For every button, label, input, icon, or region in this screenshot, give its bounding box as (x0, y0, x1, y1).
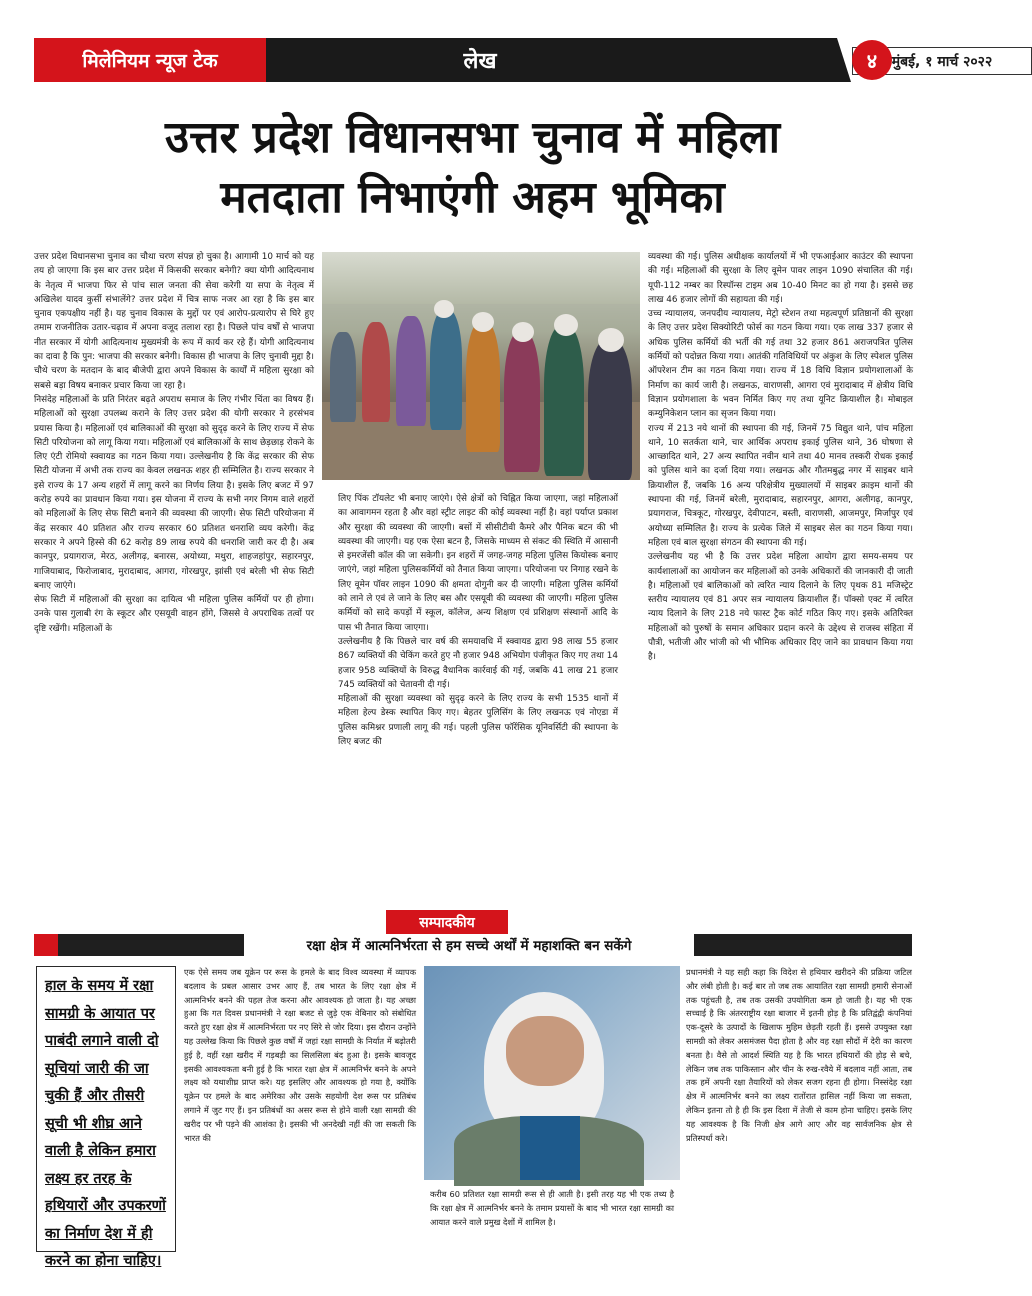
editorial-pull-quote (36, 966, 176, 1269)
masthead-bar (266, 38, 993, 82)
article-column-3 (648, 250, 913, 912)
editorial-paragraph: एक ऐसे समय जब यूक्रेन पर रूस के हमले के बाद विश्व व्यवस्था में व्यापक बदलाव के प्रबल आसार उभर आए हैं, तब भारत के लिए रक्षा क्षेत्र में आत्मनिर्भर बनने की पहल तेज करना और आवश्यक हो जाता है। यह अच्छा हुआ कि गत दिवस प्रधानमंत्री ने रक्षा बजट से जुड़े एक वेबिनार को संबोधित करते हुए रक्षा क्षेत्र में आत्मनिर्भरता पर नए सिरे से जोर दिया। इस दौरान उन्होंने यह उल्लेख किया कि पिछले कुछ वर्षों में जहां रक्षा सामग्री के निर्यात में बढ़ोतरी हुई है, वहीं रक्षा खरीद में गड़बड़ी का सिलसिला बंद हुआ है। इसके बावजूद इसकी आवश्यकता बनी हुई है कि भारत रक्षा क्षेत्र में आत्मनिर्भर बनने के अपने लक्ष्य को यथाशीघ्र प्राप्त करे। यह इसलिए और आवश्यक हो गया है, क्योंकि यूक्रेन पर हमले के बाद अमेरिका और उसके सहयोगी देश रूस पर प्रतिबंध लगाने में जुट गए हैं। इन प्रतिबंधों का असर रूस से होने वाली रक्षा सामग्री की खरीद पर भी पड़ने की आशंका है। इसकी भी अनदेखी नहीं की जा सकती कि भारत की (184, 967, 416, 1143)
pull-quote-text: हाल के समय में रक्षा सामग्री के आयात पर पाबंदी लगाने वाली दो सूचियां जारी की जा चुकी हैं और तीसरी सूची भी शीघ्र आने वाली है लेकिन हमारा लक्ष्य हर तरह के हथियारों और उपकरणों का निर्माण देश में ही करने का होना चाहिए। (45, 978, 166, 1269)
photo-figure (544, 326, 584, 476)
article-paragraph: राज्य में 213 नये थानों की स्थापना की गई, जिनमें 75 विद्युत थाने, पांच महिला थाने, 10 सतर्कता थाने, चार आर्थिक अपराध इकाई पुलिस थाने, 36 घोषणा से आच्छादित थाने, 27 अन्य स्थापित नवीन थाने तथा 40 मानव तस्करी रोधक इकाई को पुलिस थाने का दर्जा दिया गया। लखनऊ और गौतमबुद्ध नगर में साइबर थाने क्रियाशील हैं, जबकि 16 अन्य परिक्षेत्रीय मुख्यालयों में साइबर क्राइम थानों की स्थापना की गई, जिनमें बरेली, मुरादाबाद, सहारनपुर, आगरा, अलीगढ़, कानपुर, प्रयागराज, चित्रकूट, गोरखपुर, देवीपाटन, बस्ती, वाराणसी, आजमपुर, मिर्जापुर एवं अयोध्या सम्मिलित है। राज्य के प्रत्येक जिले में साइबर सेल का गठन किया गया। महिला एवं बाल सुरक्षा संगठन की स्थापना की गई। (648, 423, 913, 548)
photo-figure (396, 316, 426, 426)
photo-figure (588, 340, 632, 480)
photo-face-mask (512, 322, 534, 342)
section-label: लेख (463, 49, 497, 74)
voters-queue-photo (322, 252, 640, 480)
masthead (34, 38, 993, 82)
page-number: ४ (852, 40, 892, 80)
photo-figure (362, 322, 390, 422)
article-paragraph: व्यवस्था की गई। पुलिस अधीक्षक कार्यालयों में भी एफआईआर काउंटर की स्थापना की गई। महिलाओं की सुरक्षा के लिए वूमेन पावर लाइन 1090 संचालित की गई। यूपी-112 नम्बर का रिस्पॉन्स टाइम अब 10-40 मिनट का हो गया है। इससे छह लाख 46 हजार लोगों की सहायता की गई। (648, 252, 913, 305)
article-column-1 (34, 250, 314, 910)
editorial-title: रक्षा क्षेत्र में आत्मनिर्भरता से हम सच्चे अर्थों में महाशक्ति बन सकेंगे (244, 934, 694, 956)
editorial-column-2 (430, 1188, 674, 1254)
editorial-column-1 (184, 966, 416, 1256)
article-column-2 (338, 492, 618, 912)
photo-sky (322, 252, 640, 304)
photo-figure (430, 310, 462, 430)
article-paragraph: उच्च न्यायालय, जनपदीय न्यायालय, मेट्रो स्टेशन तथा महत्वपूर्ण प्रतिष्ठानों की सुरक्षा के लिए उत्तर प्रदेश सिक्योरिटी फोर्स का गठन किया गया। एक लाख 337 हजार से अधिक पुलिस कर्मियों की भर्ती की गई तथा 32 हजार 861 अराजपत्रित पुलिस कर्मियों को पदोन्नत किया गया। आतंकी गतिविधियों पर अंकुश के लिए स्पेशल पुलिस ऑपरेशन टीम का गठन किया गया। राज्य में 18 विधि विज्ञान प्रयोगशालाओं के निर्माण का कार्य जारी है। लखनऊ, वाराणसी, आगरा एवं मुरादाबाद में क्षेत्रीय विधि विज्ञान प्रयोगशाला के भवन निर्मित किए गए तथा यूनिट क्रियाशील है। मोबाइल कम्युनिकेशन प्लान का सृजन किया गया। (648, 309, 913, 420)
article-paragraph: लिए पिंक टॉयलेट भी बनाए जाएंगे। ऐसे क्षेत्रों को चिह्नित किया जाएगा, जहां महिलाओं का आवागमन रहता है और वहां स्ट्रीट लाइट की कोई व्यवस्था नहीं है। वहां पर्याप्त प्रकाश और सुरक्षा की व्यवस्था की जाएगी। बसों में सीसीटीवी कैमरे और पैनिक बटन की भी व्यवस्था की जाएगी। यह एक ऐसा बटन है, जिसके माध्यम से संकट की स्थिति में आसानी से इमरजेंसी कॉल की जा सकेगी। इन शहरों में जगह-जगह महिला पुलिस कियोस्क बनाए जाएंगे, जहां महिला पुलिसकर्मियों को तैनात किया जाएगा। परियोजना पर निगाह रखने के लिए वूमेन पॉवर लाइन 1090 की क्षमता दोगुनी कर दी जाएगी। महिला पुलिस कर्मियों को लाने ले एवं ले जाने के लिए बस और एसयूवी की व्यवस्था की जाएगी। महिला पुलिस कर्मियों को सादे कपड़ों में स्कूल, कॉलेज, अन्य शिक्षण एवं प्रशिक्षण संस्थानों आदि के पास भी तैनात किया जाएगा। (338, 494, 618, 633)
photo-face-mask (554, 314, 578, 336)
article-paragraph: सेफ सिटी में महिलाओं की सुरक्षा का दायित्व भी महिला पुलिस कर्मियों पर ही होगा। उनके पास गुलाबी रंग के स्कूटर और एसयूवी वाहन होंगे, जिससे वे अपराधिक तत्वों पर दृष्टि रखेंगी। महिलाओं के (34, 595, 314, 634)
article-paragraph: निसंदेह महिलाओं के प्रति निरंतर बढ़ते अपराध समाज के लिए गंभीर चिंता का विषय हैं। महिलाओं को सुरक्षा उपलब्ध कराने के लिए उत्तर प्रदेश की योगी सरकार ने हरसंभव प्रयास किया है। महिलाओं एवं बालिकाओं की सुरक्षा को सुदृढ़ करने के लिए राज्य में सेफ सिटी परियोजना को लागू किया गया। महिलाओं एवं बालिकाओं के साथ छेड़छाड़ रोकने के लिए एंटी रोमियो स्क्वायड का गठन किया गया। उल्लेखनीय है कि केंद्र सरकार की सेफ सिटी योजना में अभी तक राज्य का केवल लखनऊ शहर ही सम्मिलित है। राज्य सरकार ने इसे राज्य के 17 अन्य शहरों में लागू करने का निर्णय लिया है। इसके लिए बजट में 97 करोड़ रुपये का प्रावधान किया गया। इस योजना में राज्य के सभी नगर निगम वाले शहरों को महिलाओं के लिए सेफ सिटी बनाने की व्यवस्था की जाएगी। सेफ सिटी परियोजना में केंद्र सरकार 40 प्रतिशत और राज्य सरकार 60 प्रतिशत धनराशि व्यय करेगी। केंद्र सरकार ने अपने हिस्से की 62 करोड़ 89 लाख रुपये की धनराशि जारी कर दी है। अब कानपुर, प्रयागराज, मेरठ, अलीगढ़, बनारस, अयोध्या, मथुरा, शाहजहांपुर, सहारनपुर, गाजियाबाद, फिरोजाबाद, मुरादाबाद, आगरा, गोरखपुर, झांसी एवं बरेली भी सेफ सिटी बनाए जाएंगे। (34, 394, 314, 591)
editorial-paragraph: करीब 60 प्रतिशत रक्षा सामग्री रूस से ही आती है। इसी तरह यह भी एक तथ्य है कि रक्षा क्षेत्र में आत्मनिर्भर बनने के तमाम प्रयासों के बाद भी भारत रक्षा सामग्री का आयात करने वाले प्रमुख देशों में शामिल है। (430, 1189, 674, 1227)
article-paragraph: महिलाओं की सुरक्षा व्यवस्था को सुदृढ़ करने के लिए राज्य के सभी 1535 थानों में महिला हेल्प डेस्क स्थापित किए गए। बेहतर पुलिसिंग के लिए लखनऊ एवं नोएडा में पुलिस कमिश्नर प्रणाली लागू की गई। पहली पुलिस फॉरेंसिक यूनिवर्सिटी की स्थापना के लिए बजट की (338, 694, 618, 748)
article-paragraph: उल्लेखनीय यह भी है कि उत्तर प्रदेश महिला आयोग द्वारा समय-समय पर कार्यशालाओं का आयोजन कर महिलाओं को उनके अधिकारों की जानकारी दी जाती है। महिलाओं एवं बालिकाओं को त्वरित न्याय दिलाने के लिए पृथक 81 मजिस्ट्रेट स्तरीय न्यायालय एवं 81 अपर सत्र न्यायालय क्रियाशील हैं। पॉक्सो एक्ट में त्वरित न्याय दिलाने के लिए 218 नये फास्ट ट्रैक कोर्ट गठित किए गए। इसके अतिरिक्त महिलाओं को पुरुषों के समान अधिकार प्रदान करने के उद्देश्य से राजस्व संहिता में पौत्री, भतीजी और भांजी को भी भौमिक अधिकार दिए जाने का प्रावधान किया गया है। (648, 552, 913, 663)
photo-face-mask (434, 300, 454, 318)
photo-face-mask (598, 328, 624, 352)
headline-line-2: मतदाता निभाएंगी अहम भूमिका (220, 172, 725, 223)
prime-minister-photo (424, 966, 680, 1180)
editorial-column-3 (686, 966, 912, 1256)
headline-line-1: उत्तर प्रदेश विधानसभा चुनाव में महिला (164, 112, 781, 163)
issue-date: मुंबई, १ मार्च २०२२ (852, 47, 1032, 75)
editorial-label: सम्पादकीय (386, 910, 508, 934)
photo-figure (504, 332, 540, 472)
photo-face (506, 1016, 584, 1086)
editorial-bar-accent (34, 934, 58, 956)
editorial-paragraph: प्रधानमंत्री ने यह सही कहा कि विदेश से हथियार खरीदने की प्रक्रिया जटिल और लंबी होती है। कई बार तो जब तक आयातित रक्षा सामग्री हमारी सेनाओं तक पहुंचती है, तब तक उसकी उपयोगिता कम हो जाती है। यह भी एक सच्चाई है कि अंतरराष्ट्रीय रक्षा बाजार में इतनी होड़ है कि प्रतिद्वंद्वी कंपनियां एक-दूसरे के उत्पादों के खिलाफ मुहिम छेड़ती रहती हैं। इससे उपयुक्त रक्षा सामग्री को लेकर असमंजस पैदा होता है और वह रक्षा सौदों में देरी का कारण बनता है। वैसे तो आदर्श स्थिति यह है कि भारत हथियारों की होड़ से बचे, लेकिन जब तक पाकिस्तान और चीन के रुख-रवैये में बदलाव नहीं आता, तब तक हमें अपनी रक्षा तैयारियों को लेकर सजग रहना ही होगा। निस्संदेह रक्षा क्षेत्र में आत्मनिर्भर बनने का लक्ष्य रातोंरात हासिल नहीं किया जा सकता, लेकिन इतना तो है ही कि इस दिशा में तेजी से काम होना चाहिए। इसके लिए यह आवश्यक है कि निजी क्षेत्र आगे आए और वह सार्वजनिक क्षेत्र से प्रतिस्पर्धा करे। (686, 967, 912, 1143)
photo-figure (466, 322, 500, 452)
article-paragraph: उत्तर प्रदेश विधानसभा चुनाव का चौथा चरण संपन्न हो चुका है। आगामी 10 मार्च को यह तय हो जाएगा कि इस बार उत्तर प्रदेश में किसकी सरकार बनेगी? क्या योगी आदित्यनाथ के नेतृत्व में भाजपा फिर से पांच साल जनता की सेवा करेगी या सपा के नेतृत्व में अखिलेश यादव कुर्सी संभालेंगे? उत्तर प्रदेश में चित्र साफ नजर आ रहा है कि इस बार चुनाव एकपक्षीय नहीं है। यह चुनाव विकास के मुद्दों पर एवं आरोप-प्रत्यारोप से घिरे हुए तमाम राजनीतिक उतार-चढ़ाव में अपना वजूद तलाश रहा है। पिछले पांच वर्षों से भाजपा नीत सरकार में योगी आदित्यनाथ मुख्यमंत्री के रूप में कार्य कर रहे हैं। योगी आदित्यनाथ का दावा है कि पुन: भाजपा की सरकार बनेगी। विकास ही भाजपा के लिए चुनावी मुद्दा है। चौथे चरण के मतदान के बाद बीजेपी द्वारा अपने विकास के कार्यों में महिला सुरक्षा को सबसे बड़ा विषय बनाकर प्रचार किया जा रहा है। (34, 252, 314, 391)
brand-name: मिलेनियम न्यूज टेक (34, 38, 266, 82)
photo-scarf (520, 1116, 580, 1180)
photo-face-mask (472, 312, 494, 332)
photo-figure (330, 332, 356, 422)
article-paragraph: उल्लेखनीय है कि पिछले चार वर्ष की समयावधि में स्क्वायड द्वारा 98 लाख 55 हजार 867 व्यक्तियों की चेकिंग करते हुए नौ हजार 948 अभियोग पंजीकृत किए गए तथा 14 हजार 958 व्यक्तियों के विरुद्ध वैधानिक कार्रवाई की गई, जबकि 41 लाख 21 हजार 745 व्यक्तियों को चेतावनी दी गई। (338, 636, 618, 690)
main-headline (30, 108, 915, 228)
